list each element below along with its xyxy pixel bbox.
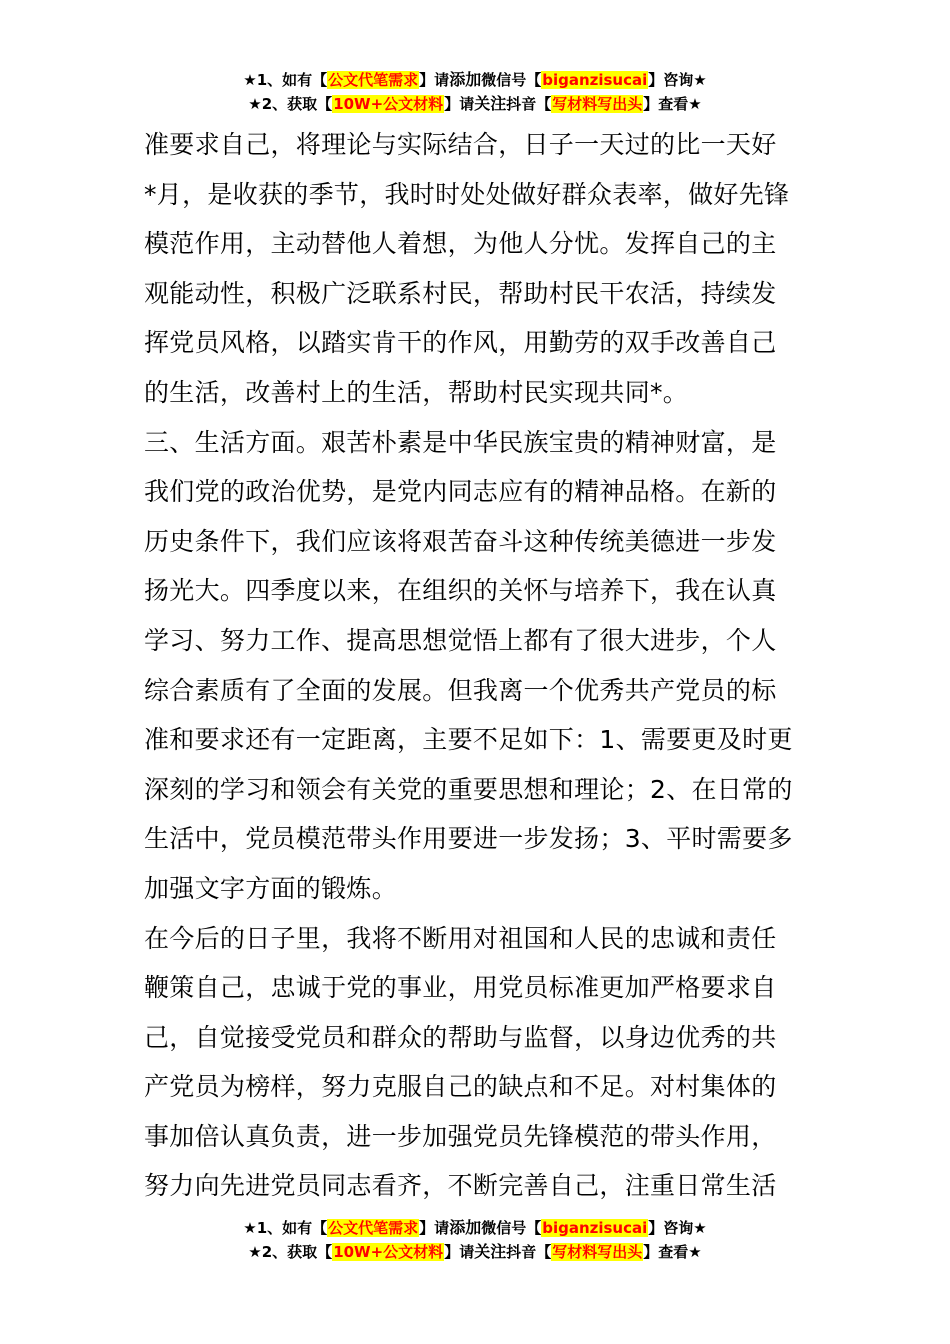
text-line: 挥党员风格，以踏实肯干的作风，用勤劳的双手改善自己 [144,328,777,358]
banner-text: 】请 [444,1243,475,1261]
banner-line-1 [0,68,950,92]
text-line: 鞭策自己，忠诚于党的事业，用党员标准更加严格要求自 [144,973,777,1003]
banner-text: 】查看★ [643,1243,702,1261]
text-line: 观能动性，积极广泛联系村民，帮助村民干农活，持续发 [144,278,777,308]
text-line: 综合素质有了全面的发展。但我离一个优秀共产党员的标 [144,675,777,705]
banner-text: 】查看★ [643,95,702,113]
banner-emphasis: 添加 [449,1218,482,1237]
banner-text: 】咨询★ [648,1219,707,1237]
paragraph [144,170,808,418]
banner-line-1 [0,1216,950,1240]
highlight-douyin-account: 写材料写出头 [552,95,643,113]
banner-text: 】请 [419,1219,450,1237]
text-line: 产党员为榜样，努力克服自己的缺点和不足。对村集体的 [144,1072,777,1102]
text-line: 生活中，党员模范带头作用要进一步发扬；3、平时需要多 [144,824,793,854]
highlight-service: 公文代笔需求 [328,1219,419,1237]
highlight-wechat-id: biganzisucai [542,1219,648,1237]
paragraph [144,120,808,170]
text-line: 的生活，改善村上的生活，帮助村民实现共同*。 [144,377,689,407]
banner-text: ★1、如有【 [243,1219,328,1237]
text-line: 学习、努力工作、提高思想觉悟上都有了很大进步，个人 [144,625,777,655]
banner-text: 抖音【 [506,95,552,113]
text-line: 己，自觉接受党员和群众的帮助与监督，以身边优秀的共 [144,1022,777,1052]
text-line: 努力向先进党员同志看齐，不断完善自己，注重日常生活 [144,1171,777,1201]
text-line: 在今后的日子里，我将不断用对祖国和人民的忠诚和责任 [144,923,777,953]
text-line: 我们党的政治优势，是党内同志应有的精神品格。在新的 [144,477,777,507]
paragraph [144,914,808,1212]
highlight-service: 公文代笔需求 [328,71,419,89]
highlight-materials: 10W+公文材料 [333,95,444,113]
banner-text: ★2、获取【 [248,1243,333,1261]
text-line: 模范作用，主动替他人着想，为他人分忧。发挥自己的主 [144,229,777,259]
paragraph [144,418,808,914]
document-body [144,120,808,1211]
banner-text: 微信号【 [481,1219,542,1237]
banner-text: ★2、获取【 [248,95,333,113]
text-line: *月，是收获的季节，我时时处处做好群众表率，做好先锋 [144,179,790,209]
banner-emphasis: 关注 [474,94,507,113]
banner-text: 】请 [444,95,475,113]
text-line: 事加倍认真负责，进一步加强党员先锋模范的带头作用， [144,1121,777,1151]
highlight-materials: 10W+公文材料 [333,1243,444,1261]
banner-text: 】请 [419,71,450,89]
banner-text: ★1、如有【 [243,71,328,89]
banner-emphasis: 添加 [449,70,482,89]
text-line: 历史条件下，我们应该将艰苦奋斗这种传统美德进一步发 [144,526,777,556]
banner-text: 】咨询★ [648,71,707,89]
text-line: 准要求自己，将理论与实际结合，日子一天过的比一天好 [144,130,777,159]
text-line: 准和要求还有一定距离，主要不足如下：1、需要更及时更 [144,725,793,755]
banner-text: 抖音【 [506,1243,552,1261]
banner-text: 微信号【 [481,71,542,89]
header-banner [0,68,950,116]
text-line: 三、生活方面。艰苦朴素是中华民族宝贵的精神财富，是 [144,427,777,457]
banner-emphasis: 关注 [474,1242,507,1261]
highlight-douyin-account: 写材料写出头 [552,1243,643,1261]
banner-line-2 [0,92,950,116]
text-line: 加强文字方面的锻炼。 [144,873,398,903]
highlight-wechat-id: biganzisucai [542,71,648,89]
text-line: 扬光大。四季度以来，在组织的关怀与培养下，我在认真 [144,576,777,606]
banner-line-2 [0,1240,950,1264]
footer-banner [0,1216,950,1264]
text-line: 深刻的学习和领会有关党的重要思想和理论；2、在日常的 [144,774,793,804]
